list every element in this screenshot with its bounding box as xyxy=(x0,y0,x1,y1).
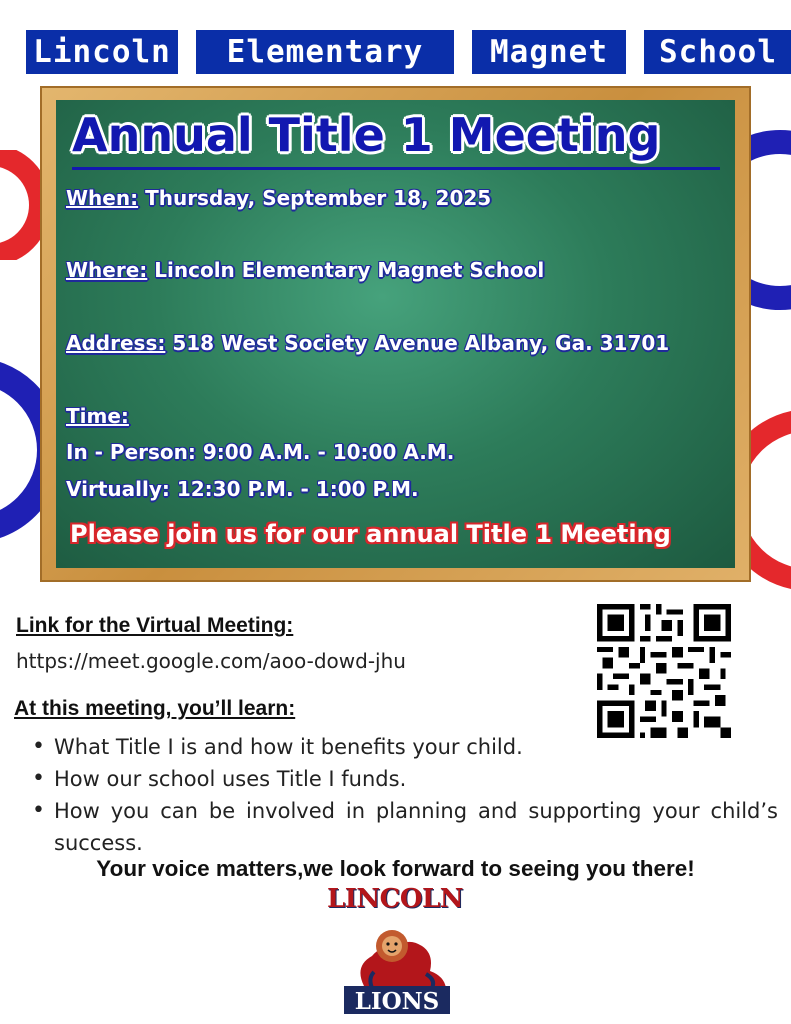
qr-code-icon[interactable] xyxy=(597,604,731,738)
time-virtual: Virtually: 12:30 P.M. - 1:00 P.M. xyxy=(66,477,419,501)
title-underline xyxy=(72,167,720,170)
when-label: When: xyxy=(66,186,139,210)
header-word-2: Elementary xyxy=(196,30,454,74)
where-value: Lincoln Elementary Magnet School xyxy=(147,258,545,282)
header-word-3: Magnet xyxy=(472,30,626,74)
learn-list xyxy=(30,731,778,859)
logo-lions-text: LIONS xyxy=(354,988,440,1015)
time-line xyxy=(66,404,129,428)
when-line xyxy=(66,186,491,210)
list-item: • What Title I is and how it benefits your child. xyxy=(30,731,778,763)
address-line xyxy=(66,331,669,355)
meeting-title: Annual Title 1 Meeting xyxy=(72,108,661,162)
closing-message: Your voice matters,we look forward to seeing you there! xyxy=(96,856,695,881)
learn-heading: At this meeting, you’ll learn: xyxy=(14,697,296,720)
virtual-meeting-link[interactable]: https://meet.google.com/aoo-dowd-jhu xyxy=(16,649,406,673)
invite-text: Please join us for our annual Title 1 Meeting xyxy=(70,520,671,548)
header-word-1: Lincoln xyxy=(26,30,178,74)
list-item: • How you can be involved in planning and supporting your child’s success. xyxy=(30,795,778,859)
address-value: 518 West Society Avenue Albany, Ga. 31701 xyxy=(165,331,670,355)
lion-mascot-icon xyxy=(334,916,460,1016)
time-label: Time: xyxy=(66,404,129,428)
where-label: Where: xyxy=(66,258,148,282)
list-item: • How our school uses Title I funds. xyxy=(30,763,778,795)
address-label: Address: xyxy=(66,331,166,355)
virtual-link-heading: Link for the Virtual Meeting: xyxy=(16,614,294,637)
when-value: Thursday, September 18, 2025 xyxy=(138,186,492,210)
logo-wordmark: LINCOLN xyxy=(326,884,464,914)
header-word-4: School xyxy=(644,30,791,74)
school-name-header xyxy=(26,30,777,74)
time-in-person: In - Person: 9:00 A.M. - 10:00 A.M. xyxy=(66,440,455,464)
where-line xyxy=(66,258,544,282)
